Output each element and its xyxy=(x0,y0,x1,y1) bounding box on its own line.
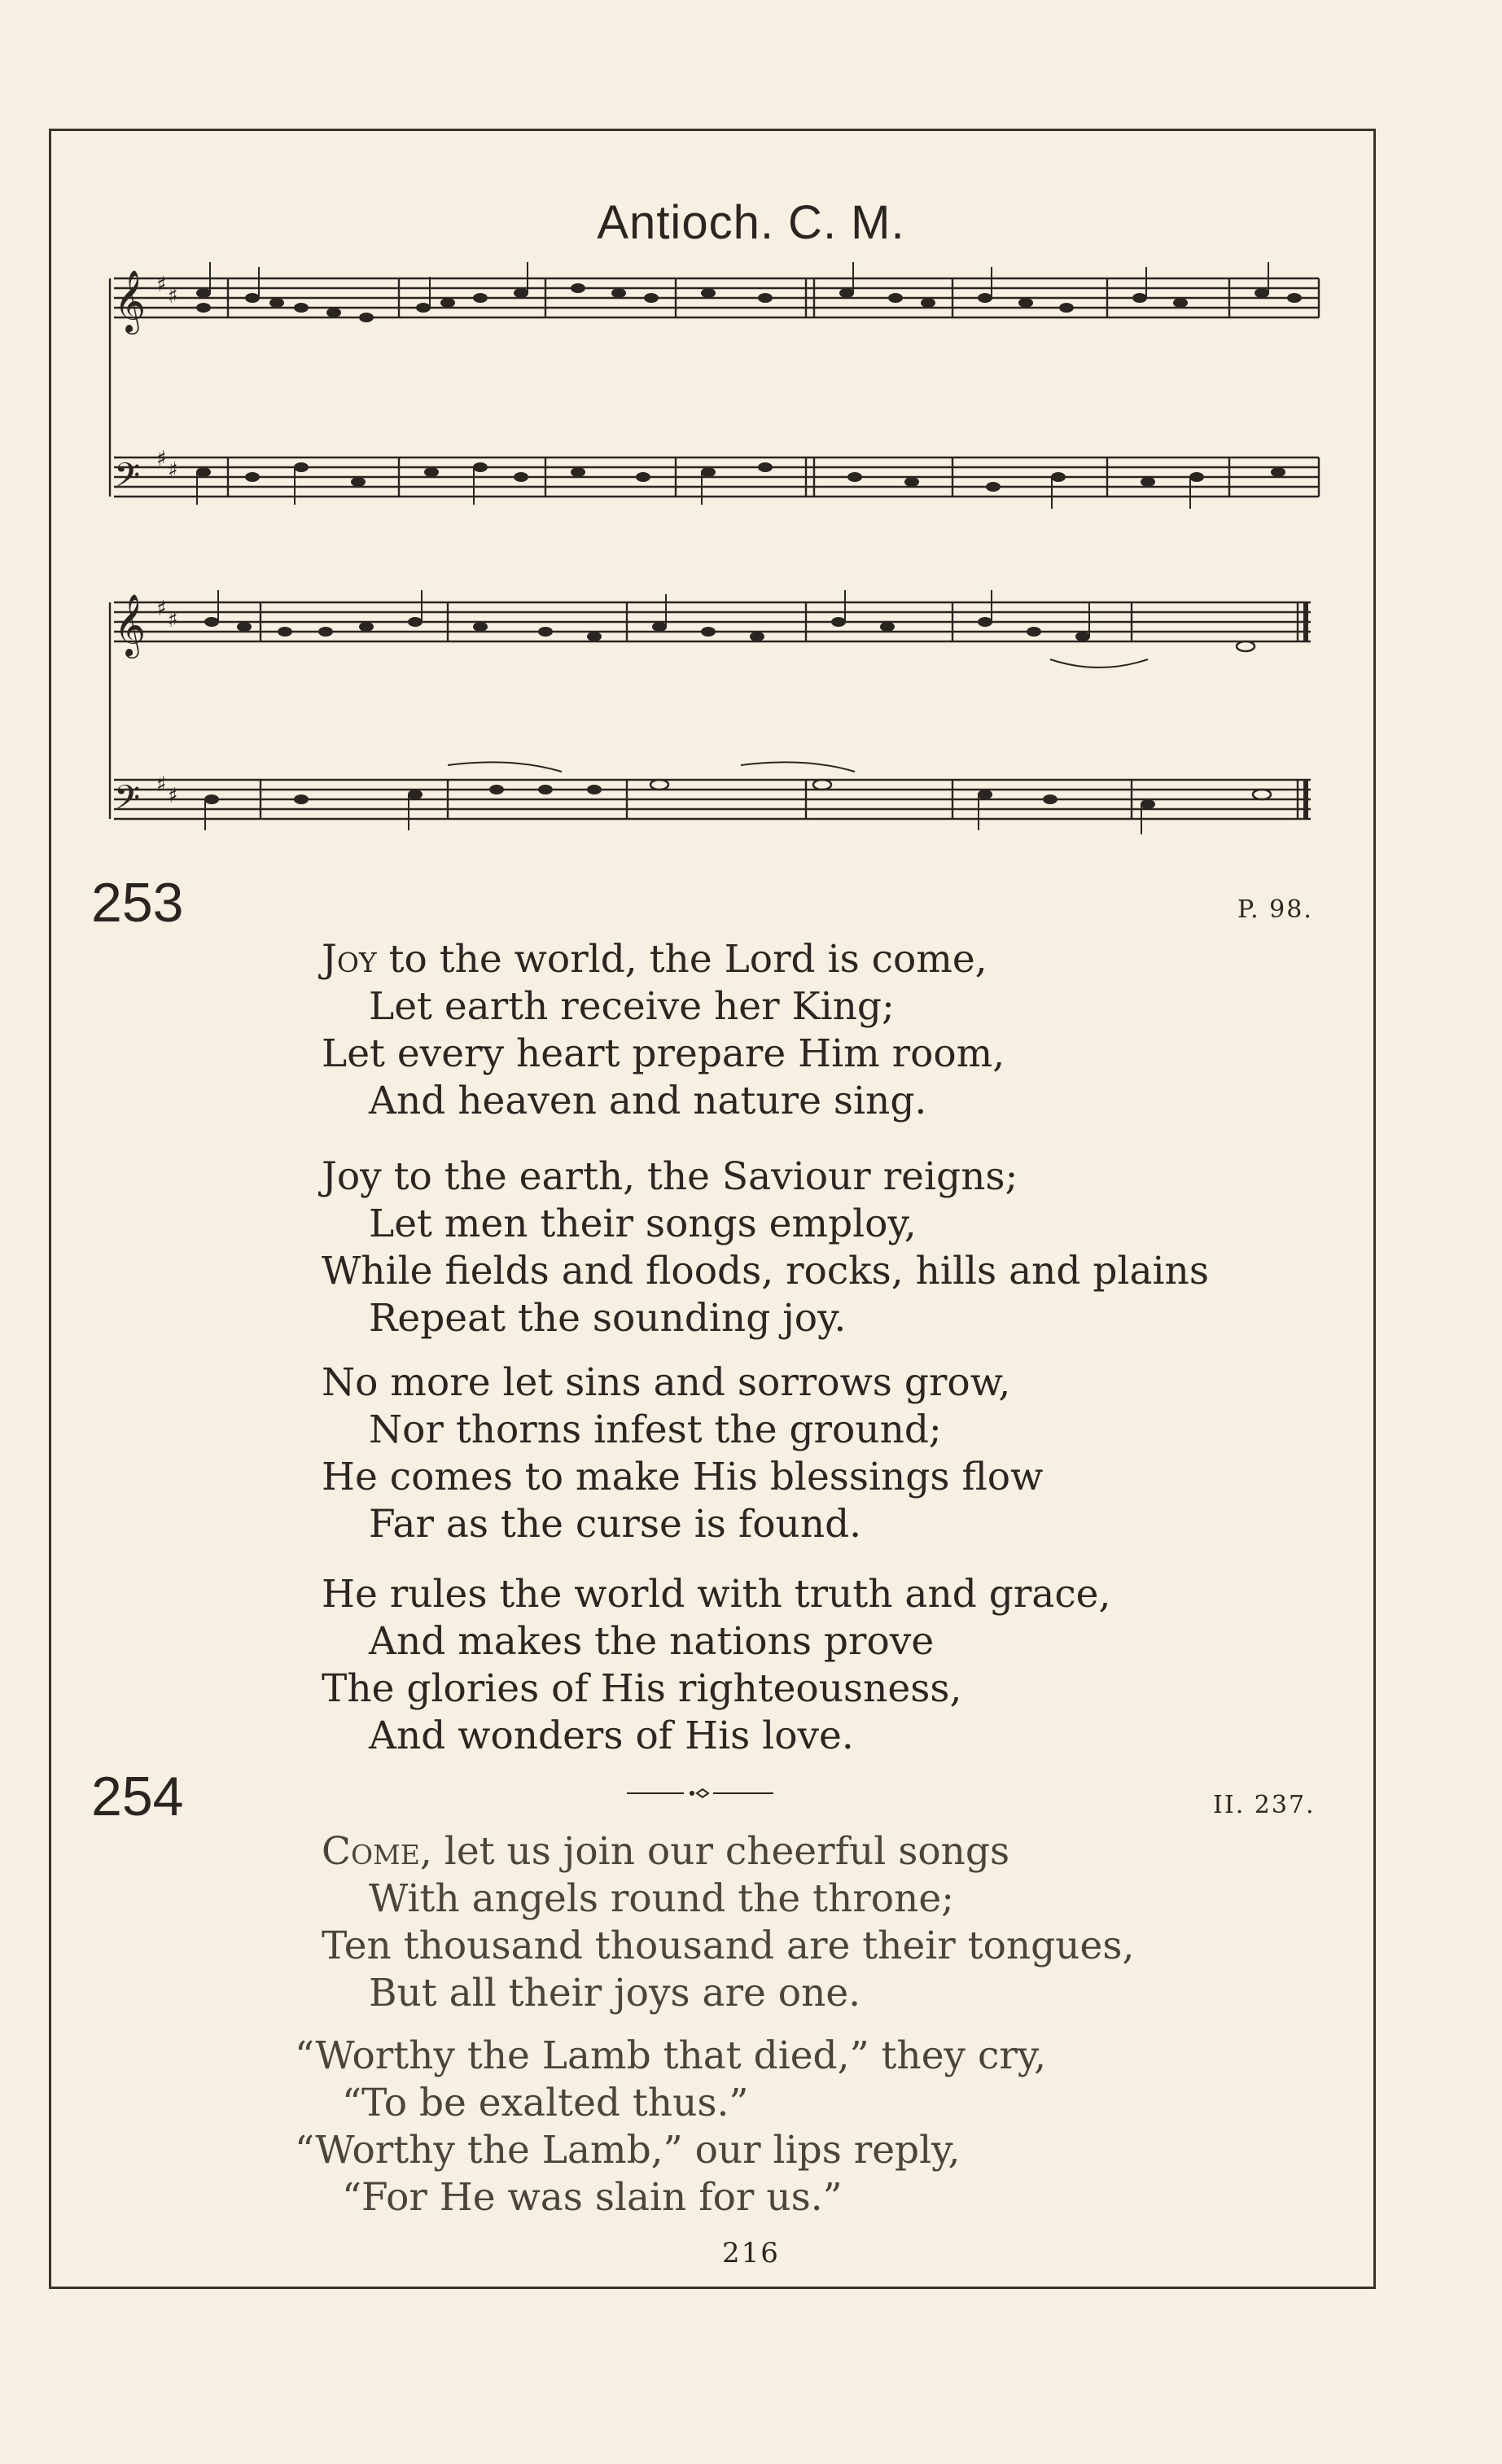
verse-line: And heaven and nature sing. xyxy=(369,1079,927,1123)
verse-line: Joy to the world, the Lord is come, xyxy=(322,937,987,982)
verse-line: No more let sins and sorrows grow, xyxy=(322,1360,1011,1405)
verse-line: Far as the curse is found. xyxy=(369,1502,862,1547)
page-number: 216 xyxy=(722,2237,780,2269)
verse-line: Let earth receive her King; xyxy=(369,984,895,1029)
verse-line: He rules the world with truth and grace, xyxy=(322,1572,1111,1617)
verse-line: Let every heart prepare Him room, xyxy=(322,1031,1005,1076)
treble-clef-2: 𝄞 xyxy=(114,593,147,656)
stems xyxy=(197,262,1268,834)
verse-line: “Worthy the Lamb,” our lips reply, xyxy=(295,2128,961,2173)
hymn-number-254: 254 xyxy=(91,1766,184,1827)
verse-line: And makes the nations prove xyxy=(369,1619,935,1664)
hymn-253-stanza-4 xyxy=(322,1571,1110,1760)
barlines-2 xyxy=(261,602,1306,819)
ornamental-divider xyxy=(627,1788,773,1799)
verse-line: “For He was slain for us.” xyxy=(342,2175,843,2220)
hymn-253-stanza-1 xyxy=(322,936,1005,1125)
bass-clef-2: 𝄢 xyxy=(114,778,141,825)
barlines-1 xyxy=(228,278,1319,497)
svg-text:♯: ♯ xyxy=(156,273,167,297)
svg-text:♯: ♯ xyxy=(168,284,178,309)
hymn-253-stanza-2 xyxy=(322,1153,1209,1342)
hymn-253-stanza-3 xyxy=(322,1359,1043,1548)
verse-line: “To be exalted thus.” xyxy=(342,2081,749,2125)
hymn-254-stanza-2 xyxy=(295,2033,1046,2221)
tune-title: Antioch. C. M. xyxy=(597,196,905,249)
hymn-number-253: 253 xyxy=(91,872,184,934)
verse-line: With angels round the throne; xyxy=(369,1876,954,1921)
verse-line: While fields and floods, rocks, hills and plains xyxy=(322,1249,1209,1293)
svg-text:♯: ♯ xyxy=(156,597,167,621)
verse-line: Nor thorns infest the ground; xyxy=(369,1407,942,1452)
svg-text:♯: ♯ xyxy=(156,772,167,797)
svg-text:♯: ♯ xyxy=(168,458,178,483)
verse-line: The glories of His righteousness, xyxy=(322,1666,962,1711)
first-word: Joy xyxy=(322,937,377,982)
verse-line: Joy to the earth, the Saviour reigns; xyxy=(322,1154,1018,1199)
verse-line: He comes to make His blessings flow xyxy=(322,1455,1044,1499)
verse-line: Come, let us join our cheerful songs xyxy=(322,1829,1010,1874)
svg-text:♯: ♯ xyxy=(156,447,167,471)
hymn-reference-253: P. 98. xyxy=(1237,895,1313,924)
verse-line: Ten thousand thousand are their tongues, xyxy=(322,1923,1135,1968)
music-score xyxy=(90,260,1327,847)
bass-clef-1: 𝄢 xyxy=(114,456,141,503)
verse-line: “Worthy the Lamb that died,” they cry, xyxy=(295,2033,1047,2078)
hymn-254-stanza-1 xyxy=(322,1828,1134,2017)
treble-clef-1: 𝄞 xyxy=(114,269,147,332)
svg-text:♯: ♯ xyxy=(168,784,178,808)
slurs xyxy=(448,659,1148,772)
notes-system-1 xyxy=(196,283,1302,492)
svg-text:♯: ♯ xyxy=(168,608,178,632)
hymn-reference-254: II. 237. xyxy=(1213,1791,1316,1819)
verse-line: Let men their songs employ, xyxy=(369,1201,917,1246)
verse-line: And wonders of His love. xyxy=(369,1713,854,1758)
verse-line: Repeat the sounding joy. xyxy=(369,1296,847,1341)
first-word: Come, xyxy=(322,1829,432,1874)
verse-line: But all their joys are one. xyxy=(369,1971,861,2015)
